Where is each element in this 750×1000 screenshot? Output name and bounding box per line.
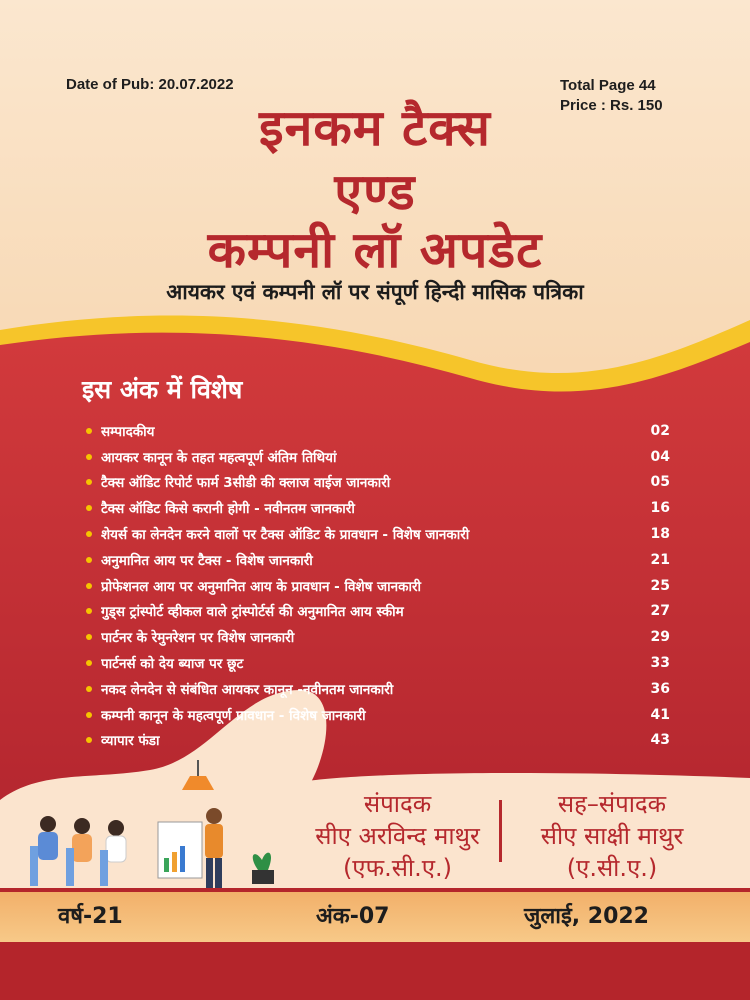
contents-item-page: 36 [650, 680, 670, 697]
co-editor-qualification: (ए.सी.ए.) [566, 854, 658, 882]
bullet-icon [86, 454, 92, 460]
editor-role: संपादक [363, 790, 432, 818]
bullet-icon [86, 608, 92, 614]
contents-item [86, 624, 670, 650]
co-editor-block [512, 788, 712, 884]
contents-item-page: 43 [650, 732, 670, 749]
contents-item-title: पार्टनर्स को देय ब्याज पर छूट [101, 656, 244, 673]
contents-item-page: 29 [650, 629, 670, 646]
contents-item [86, 599, 670, 625]
contents-item-title: प्रोफेशनल आय पर अनुमानित आय के प्रावधान - विशेष जानकारी [101, 578, 422, 595]
issue-number: अंक-07 [316, 904, 390, 929]
contents-item-page: 27 [650, 603, 670, 620]
bullet-icon [86, 479, 92, 485]
contents-item-title: टैक्स ऑडिट रिपोर्ट फार्म 3सीडी की क्लाज वाईज जानकारी [101, 475, 391, 492]
issue-month: जुलाई, 2022 [524, 904, 649, 929]
contents-item-title: शेयर्स का लेनदेन करने वालों पर टैक्स ऑडिट के प्रावधान - विशेष जानकारी [101, 527, 470, 544]
contents-item-title: कम्पनी कानून के महत्वपूर्ण प्रावधान - विशेष जानकारी [101, 707, 366, 724]
contents-item [86, 676, 670, 702]
contents-item-title: अनुमानित आय पर टैक्स - विशेष जानकारी [101, 552, 313, 569]
contents-list [86, 418, 670, 753]
contents-heading: इस अंक में विशेष [82, 375, 243, 404]
meeting-illustration [0, 760, 300, 890]
volume-year: वर्ष-21 [58, 904, 123, 929]
total-pages: Total Page 44 [560, 77, 656, 94]
contents-item-page: 04 [650, 448, 670, 465]
publication-date: Date of Pub: 20.07.2022 [66, 76, 234, 93]
price: Price : Rs. 150 [560, 97, 663, 114]
contents-item [86, 573, 670, 599]
co-editor-role: सह–संपादक [557, 790, 667, 818]
bullet-icon [86, 660, 92, 666]
contents-item-page: 21 [650, 551, 670, 568]
editor-divider [499, 800, 502, 862]
masthead-line-2: एण्ड [334, 163, 416, 221]
contents-item [86, 418, 670, 444]
contents-item-title: व्यापार फंडा [101, 733, 160, 750]
bullet-icon [86, 686, 92, 692]
tagline: आयकर एवं कम्पनी लॉ पर संपूर्ण हिन्दी मासिक पत्रिका [166, 280, 584, 304]
contents-item-page: 25 [650, 577, 670, 594]
contents-item [86, 728, 670, 754]
masthead-line-1: इनकम टैक्स [259, 99, 491, 157]
contents-item-page: 05 [650, 474, 670, 491]
editor-name: सीए अरविन्द माथुर [315, 822, 480, 850]
editor-block [290, 788, 505, 884]
contents-item-title: गुड्स ट्रांस्पोर्ट व्हीकल वाले ट्रांस्पोर्टर्स की अनुमानित आय स्कीम [101, 604, 404, 621]
contents-item-page: 16 [650, 500, 670, 517]
contents-item-title: नकद लेनदेन से संबंधित आयकर कानून -नवीनतम जानकारी [101, 681, 394, 698]
contents-item [86, 547, 670, 573]
contents-item-title: आयकर कानून के तहत महत्वपूर्ण अंतिम तिथियां [101, 449, 337, 466]
bullet-icon [86, 428, 92, 434]
contents-item-page: 41 [650, 706, 670, 723]
contents-item-title: सम्पादकीय [101, 423, 155, 440]
bullet-icon [86, 634, 92, 640]
bullet-icon [86, 737, 92, 743]
contents-item [86, 470, 670, 496]
bullet-icon [86, 505, 92, 511]
bullet-icon [86, 712, 92, 718]
contents-item [86, 702, 670, 728]
bullet-icon [86, 583, 92, 589]
contents-item-title: टैक्स ऑडिट किसे करानी होगी - नवीनतम जानकारी [101, 501, 355, 518]
editor-qualification: (एफ.सी.ए.) [342, 854, 453, 882]
masthead-line-3: कम्पनी लॉ अपडेट [207, 221, 543, 279]
contents-item [86, 650, 670, 676]
contents-item-title: पार्टनर के रेमुनरेशन पर विशेष जानकारी [101, 630, 295, 647]
contents-item-page: 02 [650, 422, 670, 439]
contents-item [86, 495, 670, 521]
contents-item-page: 18 [650, 526, 670, 543]
contents-item [86, 521, 670, 547]
co-editor-name: सीए साक्षी माथुर [540, 822, 684, 850]
bullet-icon [86, 557, 92, 563]
contents-item [86, 444, 670, 470]
bullet-icon [86, 531, 92, 537]
contents-item-page: 33 [650, 655, 670, 672]
